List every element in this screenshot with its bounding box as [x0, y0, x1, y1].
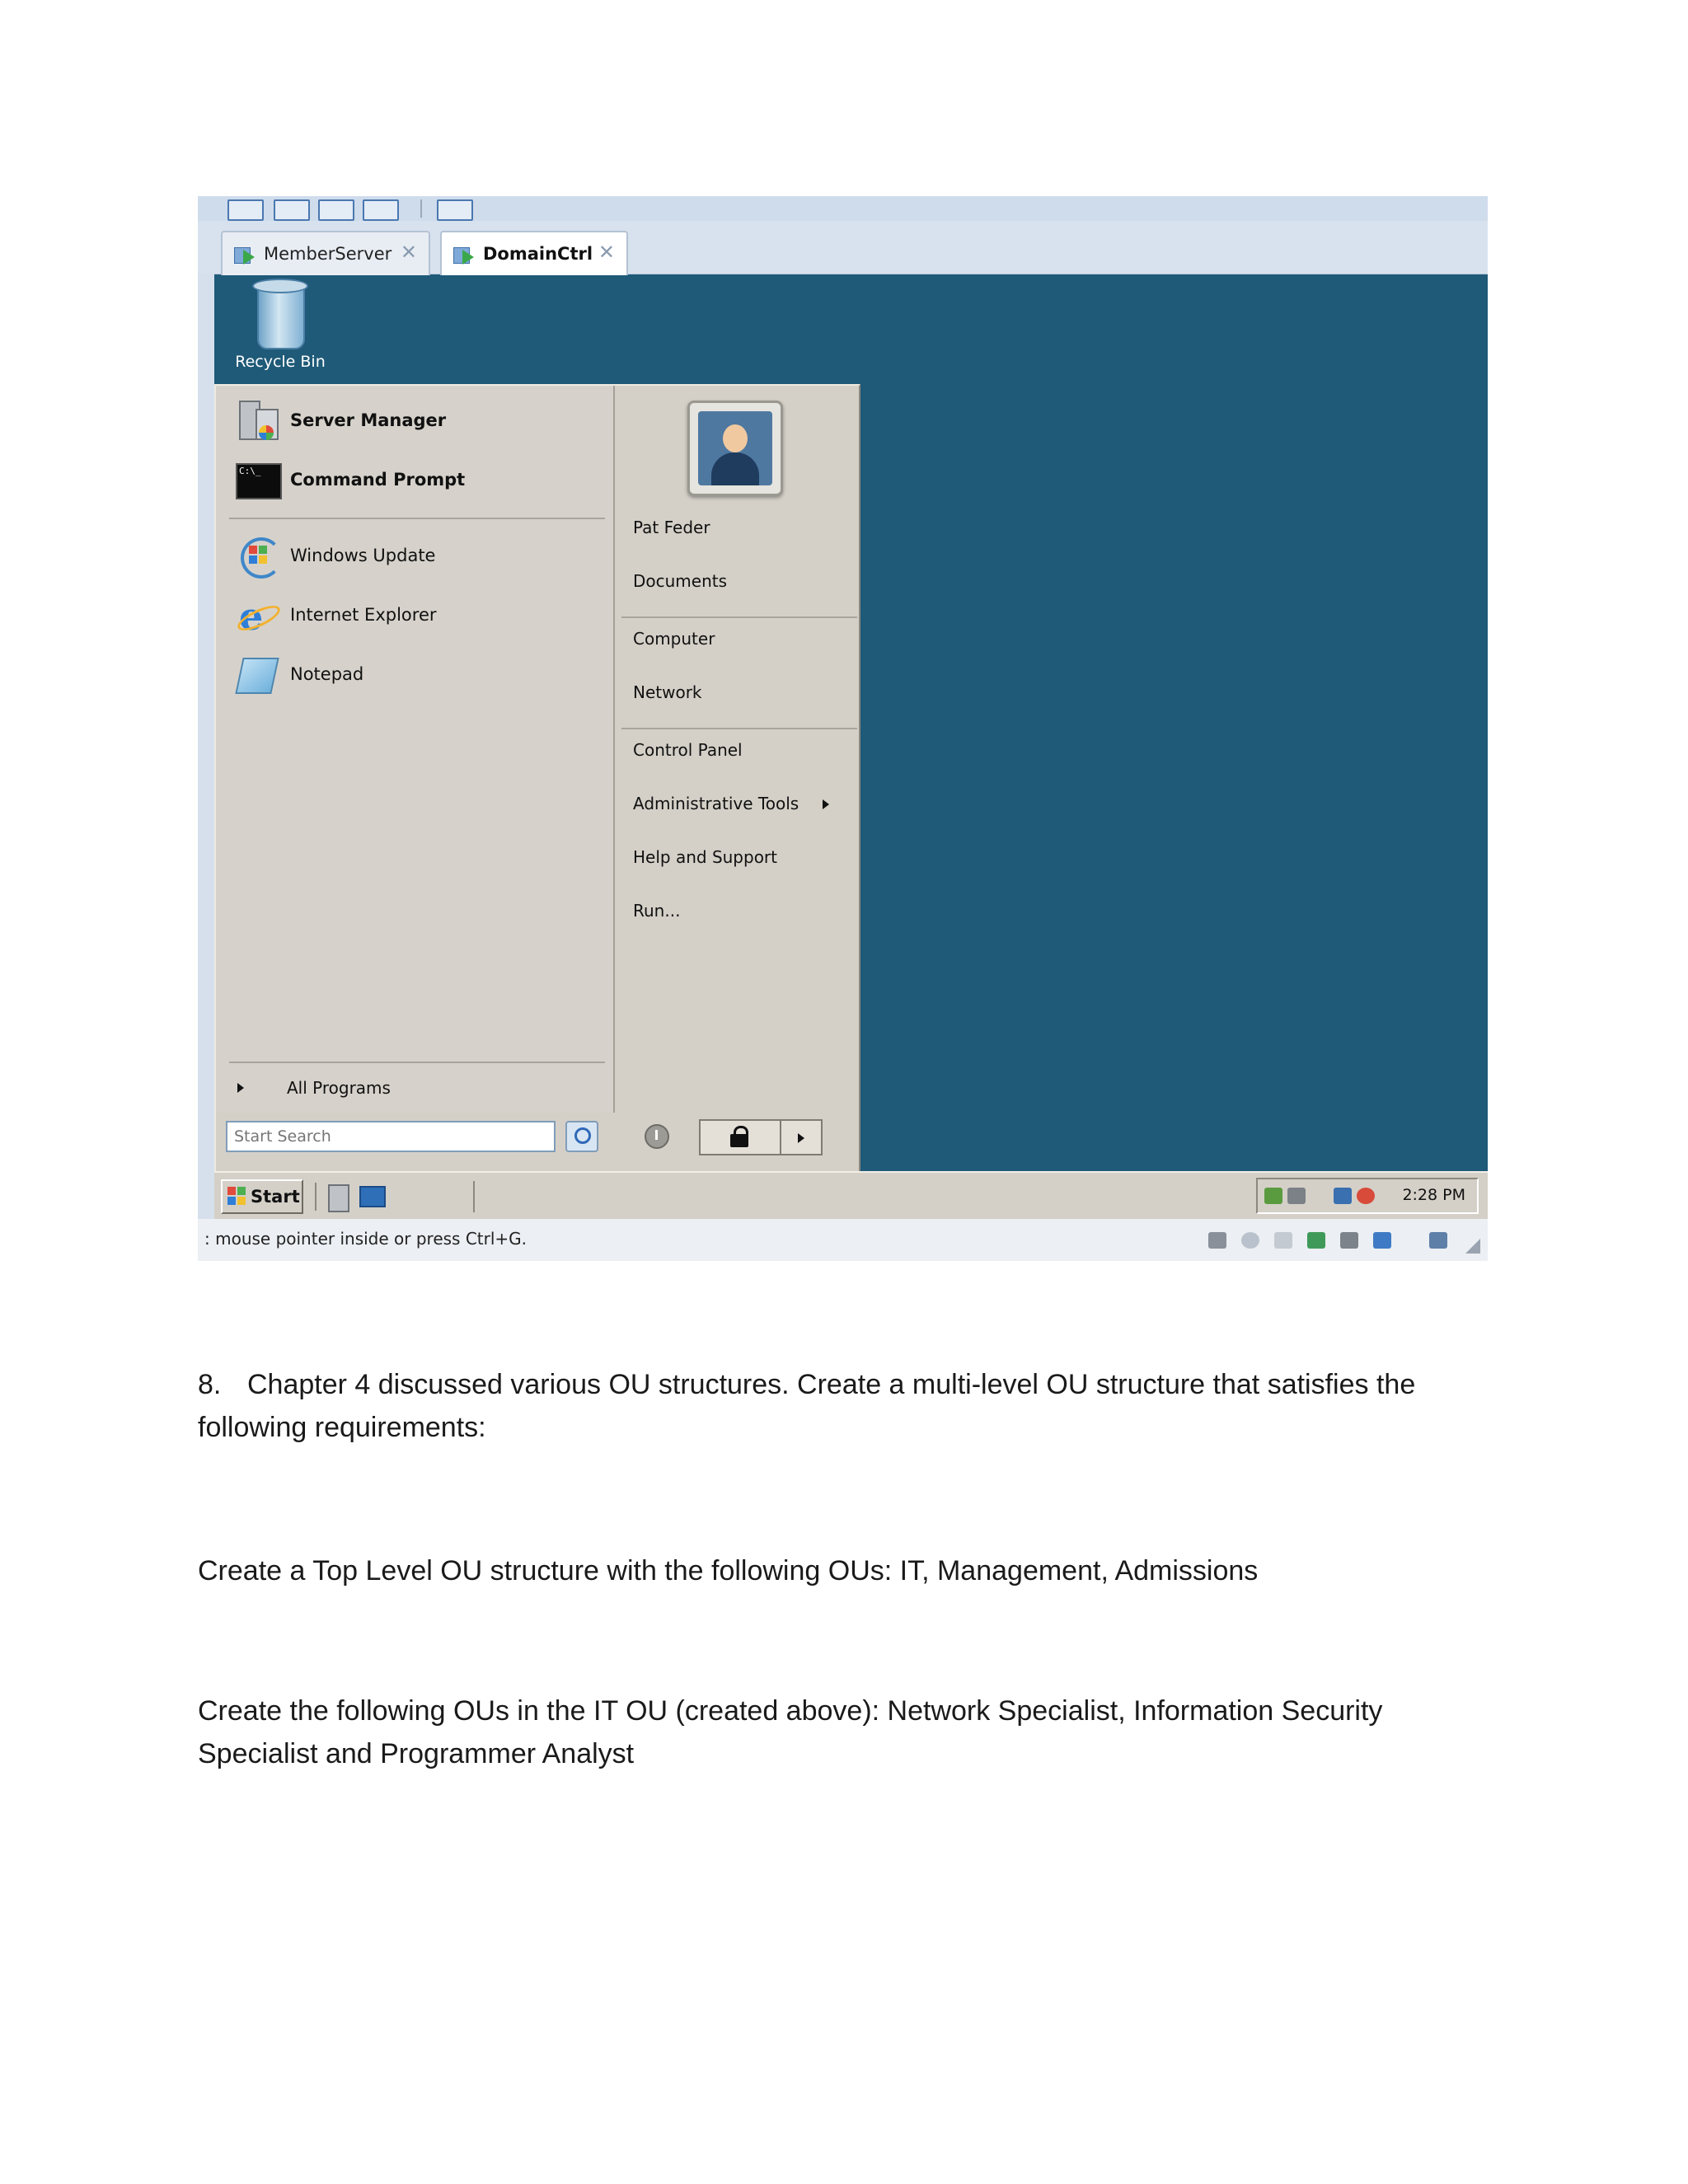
start-item-computer[interactable]: Computer	[633, 629, 715, 649]
floppy-drive-icon[interactable]	[1274, 1232, 1292, 1249]
sound-icon[interactable]	[1373, 1232, 1391, 1249]
start-menu-places-pane	[615, 386, 859, 1113]
all-programs-label: All Programs	[287, 1078, 391, 1098]
start-item-control-panel[interactable]: Control Panel	[633, 740, 743, 760]
start-item-label: Server Manager	[290, 410, 447, 430]
network-connections-icon[interactable]	[1334, 1188, 1352, 1204]
quick-launch-separator	[315, 1183, 316, 1211]
vmware-tools-icon[interactable]	[1287, 1188, 1306, 1204]
hard-disk-icon[interactable]	[1208, 1232, 1226, 1249]
tab-label: DomainCtrl	[483, 244, 593, 264]
status-text: : mouse pointer inside or press Ctrl+G.	[204, 1229, 528, 1249]
volume-muted-icon[interactable]	[1357, 1188, 1375, 1204]
server-manager-icon	[234, 397, 280, 443]
start-item-server-manager[interactable]	[234, 396, 446, 445]
vm-screenshot	[198, 196, 1488, 1261]
chevron-right-icon	[798, 1133, 804, 1143]
start-item-notepad[interactable]	[234, 649, 363, 699]
toolbar-separator	[420, 199, 422, 218]
menu-separator	[229, 518, 605, 519]
cd-drive-icon[interactable]	[1241, 1232, 1259, 1249]
start-item-help-and-support[interactable]: Help and Support	[633, 847, 777, 867]
start-button[interactable]	[221, 1179, 303, 1214]
toolbar-button-1[interactable]	[227, 199, 264, 221]
windows-update-icon	[234, 532, 280, 579]
server-manager-icon[interactable]	[328, 1184, 349, 1212]
toolbar-button-2[interactable]	[274, 199, 310, 221]
desktop-icon-label: Recycle Bin	[235, 353, 326, 371]
start-item-label: Windows Update	[290, 546, 436, 565]
show-desktop-icon[interactable]	[359, 1186, 386, 1207]
system-tray	[1256, 1178, 1479, 1214]
printer-icon[interactable]	[1340, 1232, 1358, 1249]
network-adapter-icon[interactable]	[1307, 1232, 1325, 1249]
taskbar-separator	[473, 1181, 475, 1212]
start-search-input[interactable]	[226, 1121, 556, 1152]
all-programs-button[interactable]	[234, 1073, 597, 1106]
menu-separator	[621, 616, 857, 618]
tab-label: MemberServer	[264, 244, 392, 264]
toolbar-button-4[interactable]	[363, 199, 399, 221]
notepad-icon	[234, 651, 280, 697]
start-menu-bottom-bar	[216, 1113, 859, 1179]
tab-memberserver[interactable]	[221, 231, 430, 275]
messages-icon[interactable]	[1429, 1232, 1447, 1249]
requirement-1: Create a Top Level OU structure with the following OUs: IT, Management, Admissions	[198, 1555, 1259, 1586]
vm-icon	[453, 243, 475, 265]
network-status-icon[interactable]	[1264, 1188, 1282, 1204]
start-item-label: Internet Explorer	[290, 605, 437, 625]
start-item-run[interactable]: Run...	[633, 901, 681, 921]
windows-logo-icon	[227, 1187, 247, 1207]
vm-toolbar	[198, 196, 1488, 222]
start-item-network[interactable]: Network	[633, 682, 702, 702]
recycle-bin-icon	[251, 277, 308, 347]
window-frame	[198, 274, 214, 1261]
menu-separator	[229, 1062, 605, 1063]
start-menu-programs-pane	[216, 386, 615, 1113]
clock[interactable]: 2:28 PM	[1402, 1186, 1465, 1204]
start-item-label: Notepad	[290, 664, 364, 684]
start-item-internet-explorer[interactable]	[234, 590, 437, 640]
internet-explorer-icon: e	[234, 592, 280, 638]
start-item-documents[interactable]: Documents	[633, 571, 728, 591]
recycle-bin-shortcut[interactable]	[231, 277, 330, 380]
shutdown-options-button[interactable]	[781, 1119, 823, 1155]
question-number: 8.	[198, 1369, 222, 1400]
start-item-user[interactable]: Pat Feder	[633, 518, 710, 537]
start-item-command-prompt[interactable]	[234, 455, 465, 504]
command-prompt-icon: C:\_	[234, 457, 280, 503]
user-avatar[interactable]	[687, 401, 783, 496]
start-menu	[214, 384, 860, 1181]
tab-domainctrl[interactable]	[440, 231, 628, 275]
question-paragraph	[198, 1363, 1475, 1449]
search-icon[interactable]	[565, 1121, 598, 1152]
start-item-windows-update[interactable]	[234, 531, 435, 580]
chevron-right-icon	[823, 799, 829, 809]
menu-separator	[621, 728, 857, 729]
requirement-2: Create the following OUs in the IT OU (created above): Network Specialist, Information Security Specialist and Programmer Analyst	[198, 1695, 1383, 1769]
question-text: Chapter 4 discussed various OU structures. Create a multi-level OU structure that satisfies the following requirements:	[198, 1369, 1416, 1443]
toolbar-button-5[interactable]	[437, 199, 473, 221]
taskbar	[214, 1171, 1488, 1221]
close-icon[interactable]: ✕	[598, 241, 615, 264]
start-item-administrative-tools[interactable]: Administrative Tools	[633, 794, 799, 813]
vm-tab-bar	[198, 221, 1488, 274]
start-label: Start	[251, 1187, 300, 1207]
power-icon[interactable]	[645, 1124, 669, 1149]
close-icon[interactable]: ✕	[400, 241, 417, 264]
start-item-label: Command Prompt	[290, 470, 466, 490]
vm-icon	[234, 243, 256, 265]
chevron-right-icon	[237, 1083, 244, 1093]
toolbar-button-3[interactable]	[318, 199, 354, 221]
lock-button[interactable]	[699, 1119, 781, 1155]
vm-status-bar	[198, 1219, 1488, 1261]
resize-grip-icon[interactable]	[1465, 1239, 1480, 1254]
